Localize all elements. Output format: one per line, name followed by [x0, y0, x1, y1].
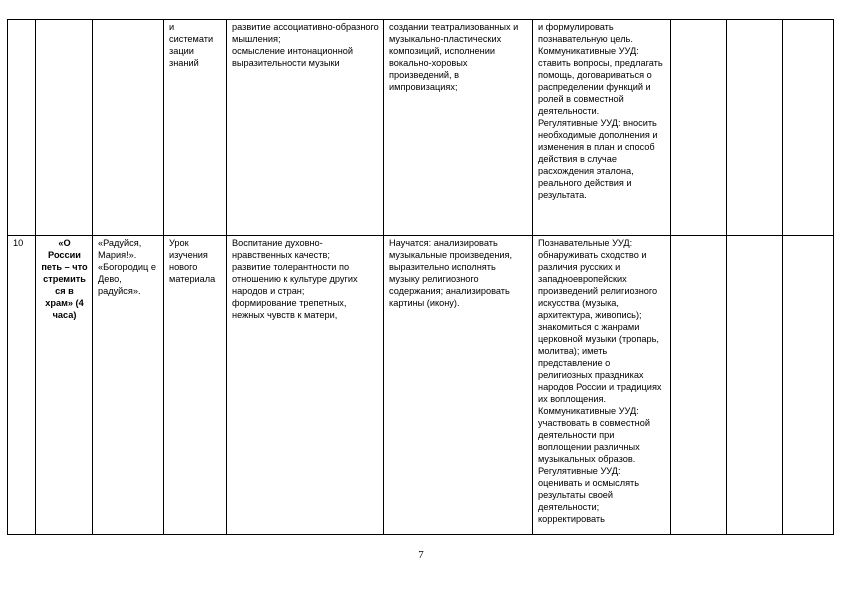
empty-cell [671, 236, 727, 535]
row-number: 10 [8, 236, 36, 535]
empty-cell [727, 20, 783, 236]
topic-cell [36, 20, 93, 236]
empty-cell [783, 20, 834, 236]
topic-cell: «О России петь – что стремить ся в храм» (4 часа) [36, 236, 93, 535]
repertoire-cell: «Радуйся, Мария!». «Богородиц е Дево, радуйся». [93, 236, 164, 535]
lesson-type-cell: Урок изучения нового материала [164, 236, 227, 535]
lesson-type-cell: и системати зации знаний [164, 20, 227, 236]
lesson-plan-table [7, 19, 834, 535]
empty-cell [671, 20, 727, 236]
table-row [8, 236, 834, 535]
uud-cell: и формулировать познавательную цель. Коммуникативные УУД: ставить вопросы, предлагать помощь, договариваться о распределении функций и ролей в совместной деятельности. Регулятивные УУД: вносить необходимые дополнения и изменения в план и способ действия в случае расхождения эталона, реального действия и результата. [533, 20, 671, 236]
personal-results-cell: Воспитание духовно-нравственных качеств; развитие толерантности по отношению к культуре других народов и стран; формирование трепетных, нежных чувств к матери, [227, 236, 384, 535]
page-number: 7 [418, 549, 424, 561]
uud-cell: Познавательные УУД: обнаруживать сходство и различия русских и западноевропейских произведений религиозного искусства (музыка, архитектура, живопись); знакомиться с жанрами церковной музыки (тропарь, молитва); иметь представление о религиозных праздниках народов России и традициях их воплощения. Коммуникативные УУД: участвовать в совместной деятельности при воплощении различных музыкальных образов. Регулятивные УУД: оценивать и осмыслять результаты своей деятельности; корректировать [533, 236, 671, 535]
table-row [8, 20, 834, 236]
row-number [8, 20, 36, 236]
subject-results-cell: Научатся: анализировать музыкальные произведения, выразительно исполнять музыку религиозного содержания; анализировать картины (икону). [384, 236, 533, 535]
personal-results-cell: развитие ассоциативно-образного мышления; осмысление интонационной выразительности музыки [227, 20, 384, 236]
repertoire-cell [93, 20, 164, 236]
empty-cell [727, 236, 783, 535]
empty-cell [783, 236, 834, 535]
subject-results-cell: создании театрализованных и музыкально-пластических композиций, исполнении вокально-хоровых произведений, в импровизациях; [384, 20, 533, 236]
